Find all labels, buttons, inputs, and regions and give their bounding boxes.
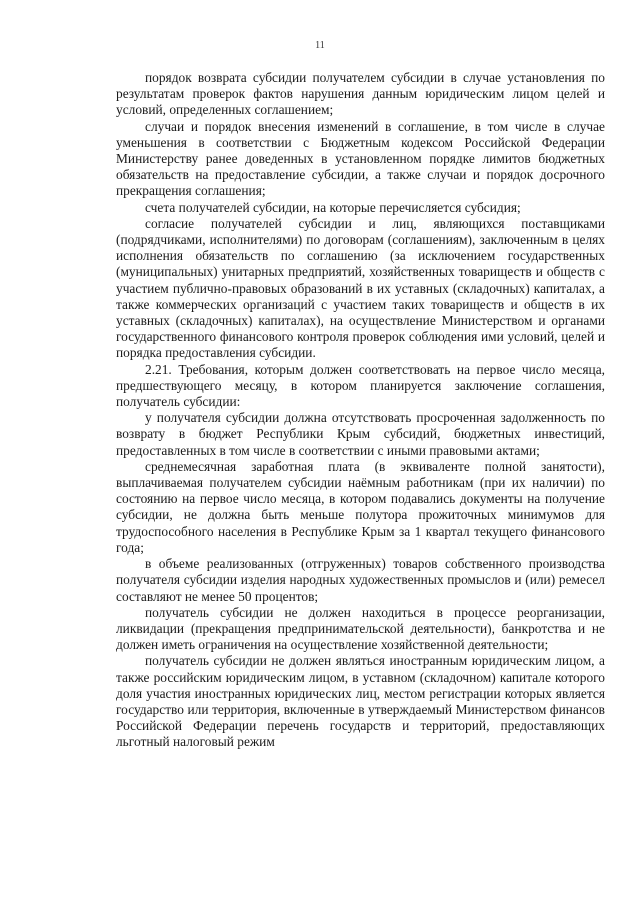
paragraph-no-reorganization: получатель субсидии не должен находиться в процессе реорганизации, ликвидации (прекращения предпринимательской деятельности), банкротства и не должен иметь ограничения на осуществление хозяйственной деятельности; [116, 604, 605, 653]
paragraph-accounts: счета получателей субсидии, на которые перечисляется субсидия; [145, 199, 521, 215]
paragraph-consent-inspections: согласие получателей субсидии и лиц, являющихся поставщиками (подрядчиками, исполнителями) по договорам (соглашениям), заключенным в целях исполнения обязательств по соглашению (за исключением государственных (муниципальных) унитарных предприятий, хозяйственных товариществ и обществ с участием публично-правовых образований в их уставных (складочных) капиталах, а также коммерческих организаций с участием таких товариществ и обществ в их уставных (складочных) капиталах), на осуществление Министерством и органами государственного финансового контроля проверок соблюдения ими условий, целей и порядка предоставления субсидии. [116, 215, 605, 361]
paragraph-refund-procedure: порядок возврата субсидии получателем субсидии в случае установления по результатам проверок фактов нарушения данным юридическим лицом целей и условий, определенных соглашением; [116, 70, 605, 118]
paragraph-section-2-21: 2.21. Требования, которым должен соответствовать на первое число месяца, предшествующего месяцу, в котором планируется заключение соглашения, получатель субсидии: [116, 361, 605, 410]
paragraph-no-overdue-debt: у получателя субсидии должна отсутствовать просроченная задолженность по возврату в бюджет Республики Крым субсидий, бюджетных инвестиций, предоставленных в том числе в соответствии с иными правовыми актами; [116, 410, 605, 458]
paragraph-folk-crafts-share: в объеме реализованных (отгруженных) товаров собственного производства получателя субсидии изделия народных художественных промыслов и (или) ремесел составляют не менее 50 процентов; [116, 556, 605, 604]
paragraph-average-salary: среднемесячная заработная плата (в эквиваленте полной занятости), выплачиваемая получателем субсидии наёмным работникам (при их наличии) по состоянию на первое число месяца, в котором подавались документы на получение субсидии, не должна быть меньше полутора прожиточных минимумов для трудоспособного населения в Республике Крым за 1 квартал текущего финансового года; [116, 458, 605, 555]
document-body [116, 70, 605, 751]
paragraph-agreement-changes: случаи и порядок внесения изменений в соглашение, в том числе в случае уменьшения в соответствии с Бюджетным кодексом Российской Федерации Министерству ранее доведенных в установленном порядке лимитов бюджетных обязательств на предоставление субсидии, а также случаи и порядок досрочного прекращения соглашения; [116, 118, 605, 199]
page-number: 11 [315, 40, 325, 51]
paragraph-not-foreign-entity: получатель субсидии не должен являться иностранным юридическим лицом, а также российским юридическим лицом, в уставном (складочном) капитале которого доля участия иностранных юридических лиц, местом регистрации которых является государство или территория, включенные в утверждаемый Министерством финансов Российской Федерации перечень государств и территорий, предоставляющих льготный налоговый режим [116, 653, 605, 750]
